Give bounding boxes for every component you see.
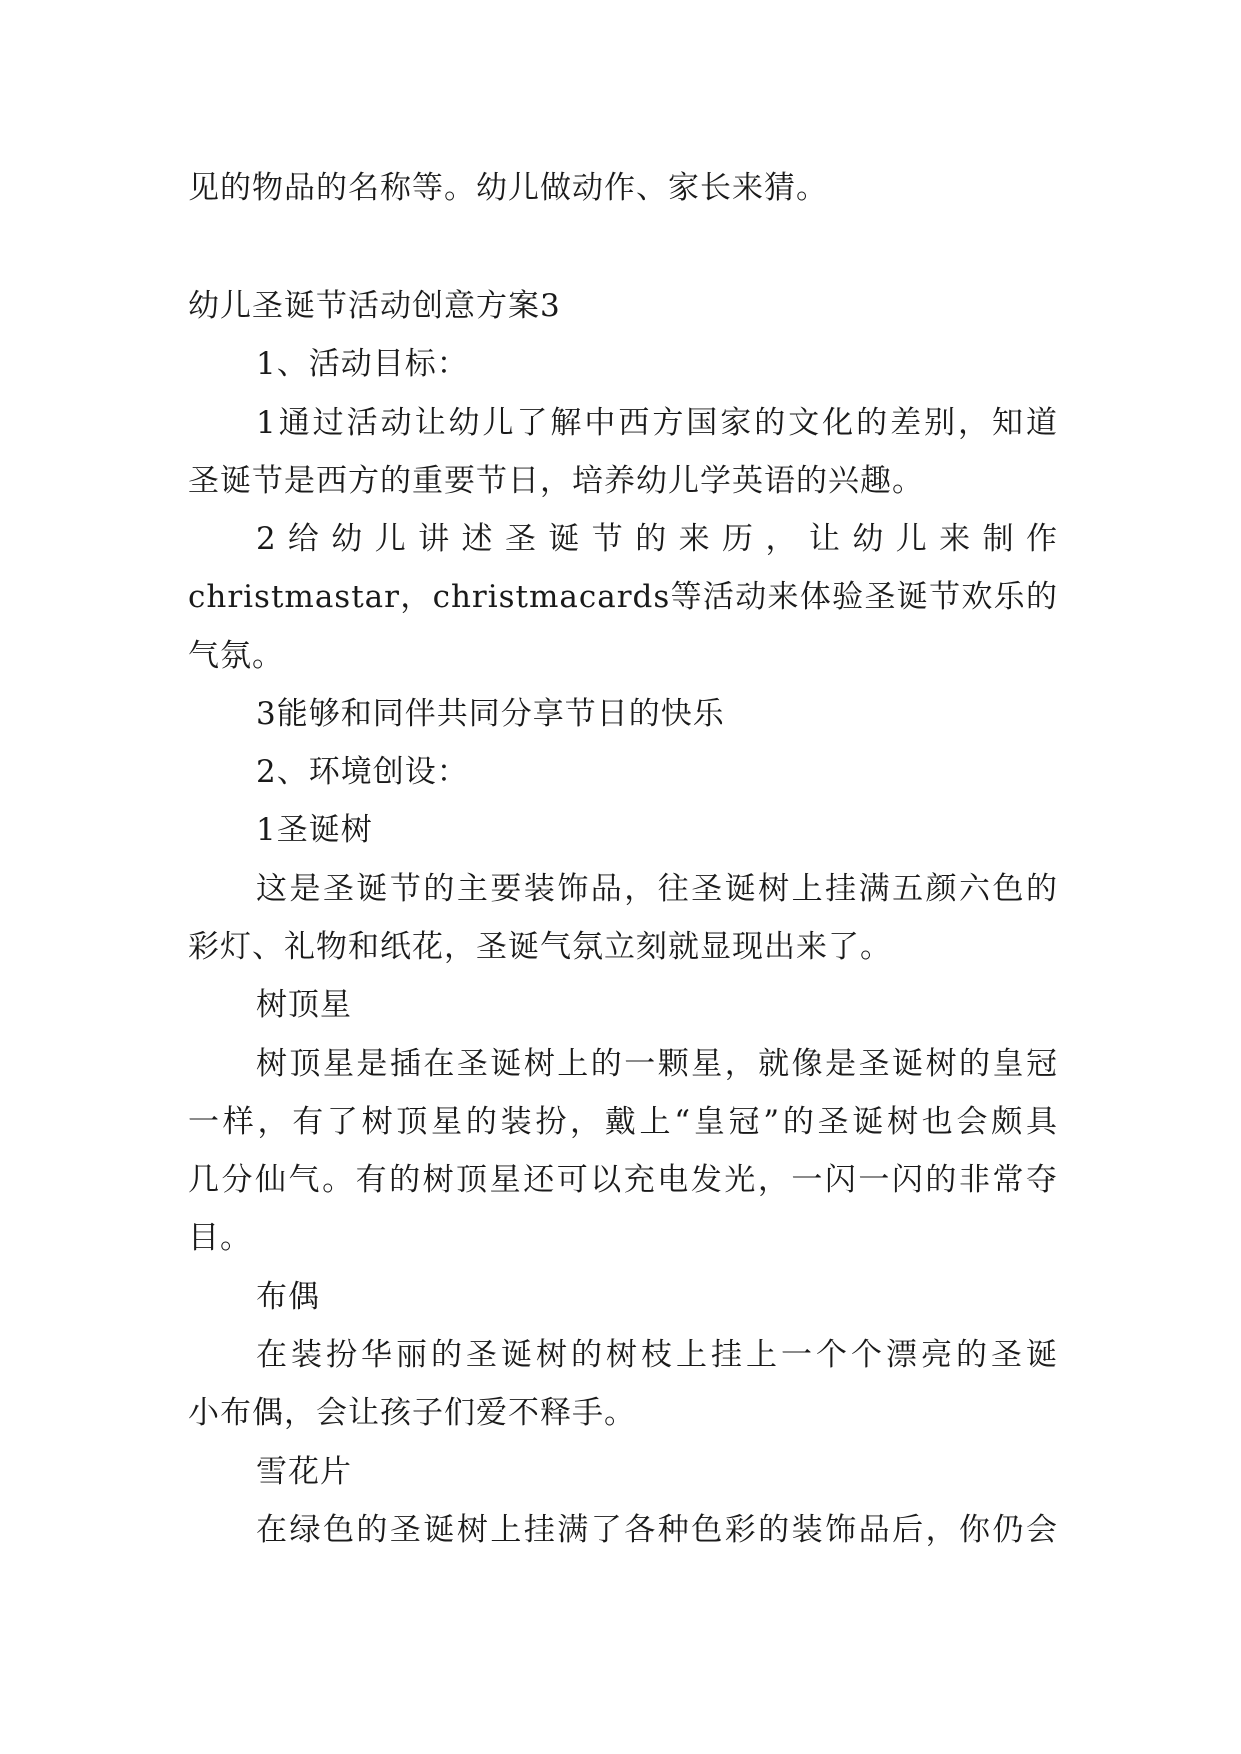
paragraph-line: 彩灯、礼物和纸花，圣诞气氛立刻就显现出来了。 [188, 929, 892, 965]
paragraph-line: 小布偶，会让孩子们爱不释手。 [188, 1395, 636, 1431]
paragraph-line: 圣诞节是西方的重要节日，培养幼儿学英语的兴趣。 [188, 463, 924, 499]
subheading: 2、环境创设： [256, 754, 469, 790]
paragraph-line: 树顶星是插在圣诞树上的一颗星，就像是圣诞树的皇冠 [256, 1046, 1058, 1082]
paragraph-line: christmastar，christmacards等活动来体验圣诞节欢乐的 [188, 579, 1058, 615]
paragraph-line: 一样，有了树顶星的装扮，戴上“皇冠”的圣诞树也会颇具 [188, 1104, 1058, 1140]
subheading: 树顶星 [256, 987, 352, 1023]
paragraph-line: 几分仙气。有的树顶星还可以充电发光，一闪一闪的非常夺 [188, 1162, 1058, 1198]
paragraph-line: 目。 [188, 1220, 252, 1256]
subheading: 1圣诞树 [256, 812, 373, 848]
subheading: 1、活动目标： [256, 346, 469, 382]
subheading: 雪花片 [256, 1454, 352, 1490]
paragraph-line: 2 给 幼 儿 讲 述 圣 诞 节 的 来 历 ， 让 幼 儿 来 制 作 [256, 521, 1058, 557]
section-heading: 幼儿圣诞节活动创意方案3 [188, 288, 561, 324]
paragraph-line: 1通过活动让幼儿了解中西方国家的文化的差别，知道 [256, 405, 1058, 441]
paragraph-line: 在绿色的圣诞树上挂满了各种色彩的装饰品后，你仍会 [256, 1512, 1058, 1548]
paragraph-line: 这是圣诞节的主要装饰品，往圣诞树上挂满五颜六色的 [256, 871, 1058, 907]
paragraph-line: 在装扮华丽的圣诞树的树枝上挂上一个个漂亮的圣诞 [256, 1337, 1058, 1373]
subheading: 布偶 [256, 1279, 320, 1315]
paragraph-line: 气氛。 [188, 638, 284, 674]
paragraph-line: 见的物品的名称等。幼儿做动作、家长来猜。 [188, 170, 828, 206]
paragraph-line: 3能够和同伴共同分享节日的快乐 [256, 696, 725, 732]
